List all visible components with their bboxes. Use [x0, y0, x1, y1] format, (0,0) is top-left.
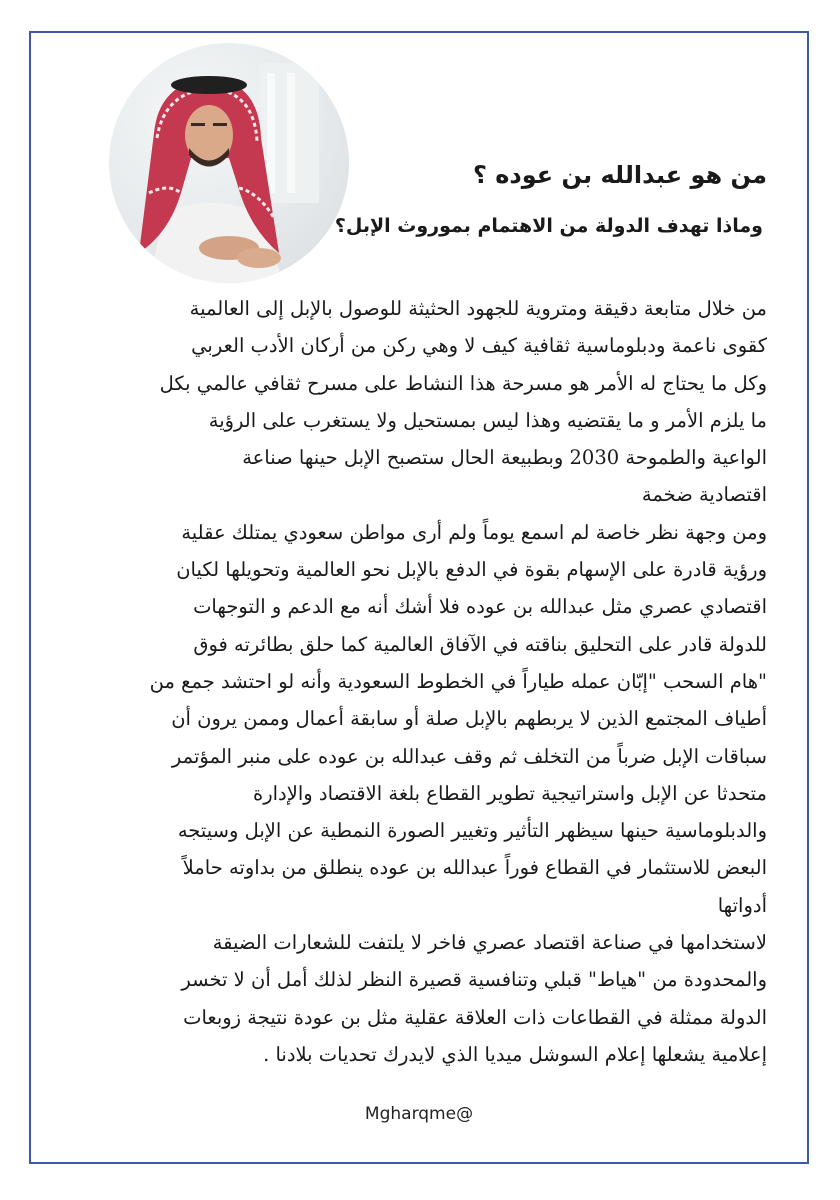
portrait-illustration [109, 43, 349, 283]
body-line: ومن وجهة نظر خاصة لم اسمع يوماً ولم أرى مواطن سعودي يمتلك عقلية [181, 520, 767, 544]
body-line: الواعية والطموحة 2030 وبطبيعة الحال ستصبح الإبل حينها صناعة [242, 446, 767, 470]
article-subtitle: وماذا تهدف الدولة من الاهتمام بموروث الإبل؟ [334, 215, 763, 237]
article-title: من هو عبدالله بن عوده ؟ [472, 161, 767, 189]
body-line: الدولة ممثلة في القطاعات ذات العلاقة عقلية مثل بن عودة نتيجة زوبعات [183, 1005, 767, 1029]
body-line: كقوى ناعمة ودبلوماسية ثقافية كيف لا وهي ركن من أركان الأدب العربي [191, 334, 767, 358]
body-line: للدولة قادر على التحليق بناقته في الآفاق العالمية كما حلق بطائرته فوق [193, 632, 767, 656]
body-line: "هام السحب "إبّان عمله طياراً في الخطوط السعودية وأنه لو احتشد جمع من [149, 669, 767, 693]
page-frame [29, 31, 809, 1164]
body-line: متحدثا عن الإبل واستراتيجية تطوير القطاع بلغة الاقتصاد والإدارة [253, 781, 767, 805]
body-line: وكل ما يحتاج له الأمر هو مسرحة هذا النشاط على مسرح ثقافي عالمي بكل [159, 371, 767, 395]
body-line: أطياف المجتمع الذين لا يربطهم بالإبل صلة أو سابقة أعمال وممن يرون أن [171, 707, 767, 731]
body-line: من خلال متابعة دقيقة ومتروية للجهود الحثيثة للوصول بالإبل إلى العالمية [189, 297, 767, 320]
body-line: إعلامية يشعلها إعلام السوشل ميديا الذي لايدرك تحديات بلادنا . [263, 1042, 767, 1066]
body-line: والدبلوماسية حينها سيظهر التأثير وتغيير الصورة النمطية عن الإبل وسيتجه [177, 819, 767, 843]
article-body [67, 290, 767, 1073]
body-line: اقتصادي عصري مثل عبدالله بن عوده فلا أشك أنه مع الدعم و التوجهات [193, 595, 767, 619]
body-line: والمحدودة من "هياط" قبلي وتنافسية قصيرة النظر لذلك أمل أن لا تخسر [181, 968, 767, 992]
body-line: لاستخدامها في صناعة اقتصاد عصري فاخر لا يلتفت للشعارات الضيقة [212, 931, 767, 955]
author-signature: Mgharqme@ [364, 1104, 474, 1124]
body-line: سباقات الإبل ضرباً من التخلف ثم وقف عبدالله بن عوده على منبر المؤتمر [171, 744, 767, 768]
body-line: البعض للاستثمار في القطاع فوراً عبدالله بن عوده ينطلق من بداوته حاملاً [182, 856, 767, 880]
body-line: أدواتها [717, 893, 767, 917]
body-line: ما يلزم الأمر و ما يقتضيه وهذا ليس بمستحيل ولا يستغرب على الرؤية [208, 408, 767, 432]
body-line: اقتصادية ضخمة [641, 483, 767, 507]
body-line: ورؤية قادرة على الإسهام بقوة في الدفع بالإبل نحو العالمية وتحويلها لكيان [176, 558, 767, 582]
author-portrait [109, 43, 349, 283]
